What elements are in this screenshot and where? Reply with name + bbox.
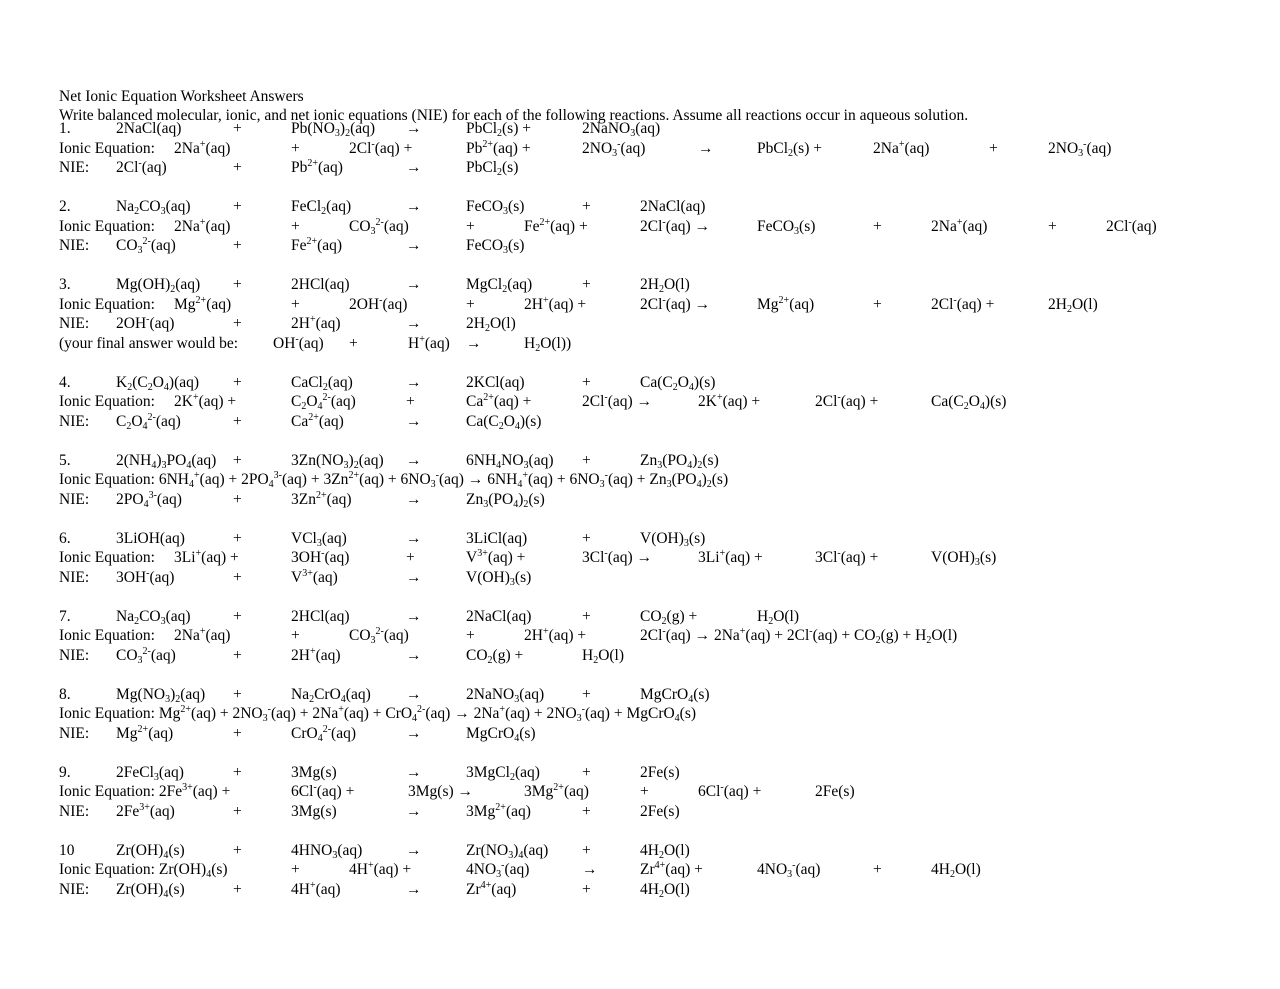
equation-row (0, 570, 1280, 589)
equation-term: 2. (59, 198, 71, 215)
equation-row (0, 843, 1280, 862)
equation-term: 2H+(aq) (291, 314, 341, 332)
equation-term: NIE: (59, 803, 90, 820)
equation-row (0, 882, 1280, 901)
equation-term: → (406, 647, 422, 664)
equation-term: 4H+(aq) + (349, 860, 412, 878)
equation-term: $Pb(NO_3)_2(aq)$ (291, 120, 376, 139)
equation-term: 2Cl-(aq) → (640, 295, 711, 313)
equation-term: 7. (59, 608, 71, 625)
equation-term: $Fe^{2+}(aq)$ + (524, 217, 588, 235)
equation-term: $Zn_3(PO_4)_2(s)$ (640, 452, 719, 471)
equation-term: + (291, 140, 300, 157)
equation-row (0, 336, 1280, 355)
equation-term: $Pb^{2+}(aq)$ + (466, 139, 531, 157)
equation-term: 2KCl(aq) (466, 374, 525, 391)
equation-term: + (582, 881, 591, 898)
equation-term: + (291, 218, 300, 235)
equation-row (0, 453, 1280, 472)
instructions: Write balanced molecular, ionic, and net ionic equations (NIE) for each of the following reactions. Assume all reactions occur in aqueous solution. (59, 107, 969, 124)
equation-term: 4H+(aq) (291, 880, 341, 898)
equation-term: $Zr(OH)_4(s)$ (116, 842, 185, 861)
equation-term: 2Cl-(aq) (1106, 217, 1157, 235)
equation-term: $V^{3+}(aq)$ (291, 568, 338, 586)
equation-term: 9. (59, 764, 71, 781)
equation-term: + (233, 276, 242, 293)
equation-term: $3Mg^{2+}(aq)$ (524, 782, 589, 800)
equation-term: 2K+(aq) + (698, 392, 761, 410)
equation-term: + (582, 530, 591, 547)
equation-term: NIE: (59, 413, 90, 430)
equation-term: + (233, 315, 242, 332)
equation-row (0, 199, 1280, 218)
equation-term: $2Fe^{3+}(aq)$ (116, 802, 175, 820)
equation-term: Ionic Equation: $2Fe^{3+}(aq)$ + (59, 782, 231, 800)
equation-term: MgCrO$_4$(s) (466, 725, 536, 744)
equation-term: + (1048, 218, 1057, 235)
equation-term: + (291, 627, 300, 644)
equation-term: $H_2O(l)$ (757, 608, 800, 627)
equation-term: $4NO_3^-(aq)$ (466, 860, 530, 880)
equation-term: 4. (59, 374, 71, 391)
equation-row (0, 706, 1280, 725)
equation-term: 3Mg(s) (291, 764, 337, 781)
equation-term: → (582, 861, 598, 878)
equation-term: → (406, 413, 422, 430)
equation-term: H+(aq) (408, 334, 450, 352)
equation-row (0, 472, 1280, 491)
equation-term: NIE: (59, 315, 90, 332)
equation-term: + (233, 764, 242, 781)
equation-term: + (873, 296, 882, 313)
equation-term: NIE: (59, 491, 90, 508)
equation-term: → (406, 237, 422, 254)
equation-term: + (233, 725, 242, 742)
equation-term: + (349, 335, 358, 352)
equation-term: $4H_2O(l)$ (640, 881, 690, 900)
equation-term: 6Cl-(aq) + (698, 782, 762, 800)
equation-row (0, 394, 1280, 413)
equation-term: Ionic Equation: $Mg^{2+}(aq) + 2NO_3^-(aq) + 2Na^+(aq) + CrO_4^{2-}(aq) \to 2Na^+(aq) + 2NO_3^-(aq)$ + MgCrO$_4$(s) (59, 704, 697, 724)
equation-term: MgCrO$_4$(s) (640, 686, 710, 705)
equation-term: $Na_2CO_3(aq)$ (116, 198, 191, 217)
equation-term: + (233, 881, 242, 898)
equation-term: 3Li+(aq) + (174, 548, 239, 566)
equation-term: $2NO_3^-(aq)$ (1048, 139, 1112, 159)
equation-term: CrO$_4^{2-}$(aq) (291, 724, 356, 744)
equation-term: $Ca(C_2O_4)(s)$ (466, 413, 542, 432)
equation-term: + (466, 627, 475, 644)
equation-term: $Zr(NO_3)_4(aq)$ (466, 842, 549, 861)
equation-term: Ionic Equation: (59, 393, 155, 410)
equation-term: 2Cl-(aq) + (349, 139, 413, 157)
equation-term: FeCl$_2$(aq) (291, 198, 352, 217)
equation-term: + (582, 608, 591, 625)
equation-term: NIE: (59, 569, 90, 586)
equation-term: $V(OH)_3(s)$ (640, 530, 706, 549)
equation-term: → (406, 686, 422, 703)
equation-term: + (582, 686, 591, 703)
equation-term: 2HCl(aq) (291, 608, 350, 625)
equation-term: $Ca^{2+}(aq)$ + (466, 392, 532, 410)
equation-term: → (406, 608, 422, 625)
equation-term: 3OH-(aq) (291, 548, 350, 566)
equation-term: $V(OH)_3(s)$ (466, 569, 532, 588)
equation-term: $V(OH)_3(s)$ (931, 549, 997, 568)
equation-term: $Zn_3(PO_4)_2(s)$ (466, 491, 545, 510)
equation-term: 3Mg(s) → (408, 783, 474, 800)
equation-term: 3Mg(s) (291, 803, 337, 820)
equation-term: 2Cl-(aq) + (931, 295, 995, 313)
equation-term: $Mg(NO_3)_2(aq)$ (116, 686, 206, 705)
equation-term: → (406, 725, 422, 742)
equation-term: CaCl$_2$(aq) (291, 374, 353, 393)
equation-term: → (406, 159, 422, 176)
equation-term: + (406, 549, 415, 566)
equation-term: 2NaCl(aq) (640, 198, 706, 215)
equation-term: 2Na+(aq) (174, 217, 231, 235)
equation-term: → (406, 452, 422, 469)
equation-term: Ionic Equation: $Zr(OH)_4(s)$ (59, 861, 228, 880)
equation-term: 2OH-(aq) (116, 314, 175, 332)
equation-row (0, 531, 1280, 550)
equation-row (0, 492, 1280, 511)
equation-term: 5. (59, 452, 71, 469)
equation-term: → (406, 198, 422, 215)
equation-term: 3LiOH(aq) (116, 530, 185, 547)
equation-term: NIE: (59, 725, 90, 742)
equation-term: $2H_2O(l)$ (1048, 296, 1098, 315)
equation-term: 2Cl-(aq) → (640, 217, 711, 235)
equation-term: $Mg(OH)_2(aq)$ (116, 276, 201, 295)
equation-row (0, 121, 1280, 140)
equation-term: Ionic Equation: (59, 549, 155, 566)
equation-term: + (233, 686, 242, 703)
equation-term: $4HNO_3(aq)$ (291, 842, 363, 861)
equation-term: $CO_3^{2-}(aq)$ (116, 646, 176, 666)
equation-term: + (291, 861, 300, 878)
equation-term: 2Na+(aq) (931, 217, 988, 235)
equation-term: → (406, 315, 422, 332)
equation-row (0, 609, 1280, 628)
equation-term: $H_2O(l)$) (524, 335, 572, 354)
equation-term: → (466, 335, 482, 352)
equation-term: 2NaNO$_3$(aq) (582, 120, 661, 139)
equation-term: + (582, 803, 591, 820)
equation-row (0, 726, 1280, 745)
equation-term: NIE: (59, 237, 90, 254)
equation-term: + (873, 861, 882, 878)
equation-term: + (582, 452, 591, 469)
equation-term: + (233, 842, 242, 859)
equation-term: → (406, 764, 422, 781)
equation-row (0, 414, 1280, 433)
equation-term: 10 (59, 842, 75, 859)
equation-term: + (233, 159, 242, 176)
equation-term: $4H_2O(l)$ (640, 842, 690, 861)
equation-term: NIE: (59, 159, 90, 176)
equation-term: 3Li+(aq) + (698, 548, 763, 566)
equation-term: 2FeCl$_3$(aq) (116, 764, 184, 783)
equation-term: (your final answer would be: (59, 335, 239, 352)
equation-term: $Zr(OH)_4(s)$ (116, 881, 185, 900)
equation-term: $6NH_4NO_3(aq)$ (466, 452, 554, 471)
equation-term: 2OH-(aq) (349, 295, 408, 313)
equation-term: $CO_3^{2-}(aq)$ (116, 236, 176, 256)
equation-row (0, 141, 1280, 160)
equation-term: 2H+(aq) (291, 646, 341, 664)
equation-row (0, 628, 1280, 647)
equation-term: + (233, 413, 242, 430)
equation-term: $Mg^{2+}(aq)$ (757, 295, 815, 313)
equation-term: $Mg^{2+}(aq)$ (174, 295, 232, 313)
equation-term: $CO_2(g)$ + (640, 608, 698, 627)
equation-term: $CO_2(g)$ + (466, 647, 524, 666)
equation-term: 2Na+(aq) (174, 626, 231, 644)
page-title: Net Ionic Equation Worksheet Answers (59, 88, 304, 105)
equation-row (0, 862, 1280, 881)
equation-term: $2NO_3^-(aq)$ (582, 139, 646, 159)
equation-term: $3Mg^{2+}(aq)$ (466, 802, 531, 820)
equation-term: $2(NH_4)_3PO_4(aq)$ (116, 452, 217, 471)
equation-term: 2Na+(aq) (873, 139, 930, 157)
equation-term: 2NaCl(aq) (116, 120, 182, 137)
equation-term: → (406, 569, 422, 586)
equation-row (0, 550, 1280, 569)
equation-term: 3. (59, 276, 71, 293)
equation-term: 3OH-(aq) (116, 568, 175, 586)
equation-row (0, 687, 1280, 706)
equation-term: $Ca(C_2O_4)(s)$ (931, 393, 1007, 412)
equation-term: + (582, 198, 591, 215)
equation-row (0, 277, 1280, 296)
equation-term: 6. (59, 530, 71, 547)
equation-term: + (582, 374, 591, 391)
equation-term: 1. (59, 120, 71, 137)
equation-term: + (582, 764, 591, 781)
equation-term: $K_2(C_2O_4)(aq)$ (116, 374, 200, 393)
equation-term: → (406, 276, 422, 293)
equation-term: $3Zn(NO_3)_2(aq)$ (291, 452, 384, 471)
equation-row (0, 316, 1280, 335)
equation-term: $3Zn^{2+}(aq)$ (291, 490, 352, 508)
equation-term: + (233, 803, 242, 820)
equation-term: FeCO$_3$(s) (466, 237, 525, 256)
equation-term: NIE: (59, 647, 90, 664)
equation-term: + (233, 120, 242, 137)
equation-row (0, 648, 1280, 667)
equation-term: $2PO_4^{3-}(aq)$ (116, 490, 182, 510)
equation-term: + (466, 296, 475, 313)
equation-term: → (698, 140, 714, 157)
equation-term: $2Cl^-(aq) \to 2Na^+(aq) + 2Cl^-(aq) + CO_2(g) + H_2O(l)$ (640, 626, 958, 646)
equation-row (0, 804, 1280, 823)
equation-term: + (233, 569, 242, 586)
equation-term: OH-(aq) (273, 334, 324, 352)
equation-term: 2NaNO$_3$(aq) (466, 686, 545, 705)
equation-term: NIE: (59, 881, 90, 898)
equation-term: 2HCl(aq) (291, 276, 350, 293)
equation-term: PbCl$_2$(s) + (757, 140, 822, 159)
equation-term: FeCO$_3$(s) (757, 218, 816, 237)
equation-term: $Mg^{2+}(aq)$ (116, 724, 174, 742)
equation-term: $CO_3^{2-}(aq)$ (349, 626, 409, 646)
equation-term: $Fe^{2+}(aq)$ (291, 236, 343, 254)
equation-row (0, 160, 1280, 179)
equation-term: → (406, 491, 422, 508)
equation-term: 2Fe(s) (815, 783, 855, 800)
equation-term: $2H_2O(l)$ (640, 276, 690, 295)
equation-term: + (291, 296, 300, 313)
equation-term: 2Na+(aq) (174, 139, 231, 157)
equation-term: 3Cl-(aq) → (582, 548, 653, 566)
equation-term: $Ca^{2+}(aq)$ (291, 412, 344, 430)
equation-term: → (406, 803, 422, 820)
equation-term: + (233, 198, 242, 215)
equation-term: $Na_2CO_3(aq)$ (116, 608, 191, 627)
equation-term: + (233, 608, 242, 625)
equation-term: $H_2O(l)$ (582, 647, 625, 666)
equation-term: Ionic Equation: (59, 140, 155, 157)
equation-term: + (233, 374, 242, 391)
equation-term: $V^{3+}(aq)$ + (466, 548, 526, 566)
equation-term: + (640, 783, 649, 800)
equation-term: → (406, 530, 422, 547)
equation-term: 2H+(aq) + (524, 295, 587, 313)
equation-term: Ionic Equation: (59, 296, 155, 313)
equation-term: $Ca(C_2O_4)(s)$ (640, 374, 716, 393)
equation-term: VCl$_3$(aq) (291, 530, 347, 549)
equation-term: $Zr^{4+}(aq)$ + (640, 860, 703, 878)
equation-term: MgCl$_2$(aq) (466, 276, 533, 295)
equation-term: $Zr^{4+}(aq)$ (466, 880, 517, 898)
equation-term: 3Cl-(aq) + (815, 548, 879, 566)
equation-row (0, 219, 1280, 238)
equation-term: → (406, 842, 422, 859)
equation-term: 2NaCl(aq) (466, 608, 532, 625)
equation-term: Ionic Equation: (59, 218, 155, 235)
equation-term: Ionic Equation: $6NH_4^+(aq) + 2PO_4^{3-}(aq) + 3Zn^{2+}(aq) + 6NO_3^-(aq) \to 6NH_4^+(aq) + 6NO_3^-(aq) + Zn_3(PO_4)_2(s)$ (59, 470, 729, 490)
equation-term: 2Fe(s) (640, 764, 680, 781)
equation-term: + (989, 140, 998, 157)
equation-term: + (406, 393, 415, 410)
equation-term: $C_2O_4^{2-}(aq)$ (291, 392, 356, 412)
equation-term: → (406, 881, 422, 898)
equation-term: 2K+(aq) + (174, 392, 237, 410)
equation-term: Ionic Equation: (59, 627, 155, 644)
equation-term: $C_2O_4^{2-}(aq)$ (116, 412, 181, 432)
equation-term: $Pb^{2+}(aq)$ (291, 158, 343, 176)
equation-term: 6Cl-(aq) + (291, 782, 355, 800)
equation-term: 3MgCl$_2$(aq) (466, 764, 540, 783)
equation-term: 2H+(aq) + (524, 626, 587, 644)
equation-term: 8. (59, 686, 71, 703)
equation-term: + (233, 530, 242, 547)
equation-term: 2Cl-(aq) + (815, 392, 879, 410)
equation-term: → (406, 374, 422, 391)
equation-term: + (233, 491, 242, 508)
equation-term: FeCO$_3$(s) (466, 198, 525, 217)
equation-term: 2Cl-(aq) (116, 158, 167, 176)
equation-row (0, 784, 1280, 803)
equation-term: + (233, 237, 242, 254)
equation-term: → (406, 120, 422, 137)
equation-term: $CO_3^{2-}(aq)$ (349, 217, 409, 237)
equation-term: + (466, 218, 475, 235)
equation-term: 2Cl-(aq) → (582, 392, 653, 410)
equation-term: 3LiCl(aq) (466, 530, 528, 547)
equation-term: + (582, 842, 591, 859)
equation-term: $Na_2CrO_4(aq)$ (291, 686, 371, 705)
equation-term: + (233, 647, 242, 664)
equation-row (0, 297, 1280, 316)
equation-term: PbCl$_2$(s) (466, 159, 519, 178)
equation-term: $4H_2O(l)$ (931, 861, 981, 880)
title-row (0, 89, 1280, 108)
equation-term: $2H_2O(l)$ (466, 315, 516, 334)
equation-term: PbCl$_2$(s) + (466, 120, 531, 139)
equation-term: + (233, 452, 242, 469)
equation-term: $4NO_3^-(aq)$ (757, 860, 821, 880)
equation-term: + (873, 218, 882, 235)
equation-row (0, 238, 1280, 257)
equation-term: + (582, 276, 591, 293)
equation-term: 2Fe(s) (640, 803, 680, 820)
